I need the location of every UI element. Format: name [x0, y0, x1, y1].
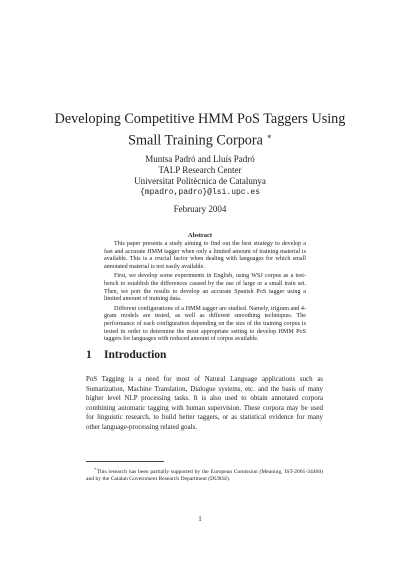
intro-paragraph: PoS Tagging is a need for most of Natural Language applications such as Sumarization, Machine Translation, Dialogue systems, etc. and the basis of many higher level NLP processing tasks. It is also used to obtain annotated corpora combining automatic tagging with human supervision. These corpora may be used for linguistic research, to build better taggers, or as statistical evidence for many other language-processing related goals. — [86, 376, 323, 431]
page-number: 1 — [198, 515, 202, 523]
footnote-marker: ∗ — [94, 466, 97, 471]
section-number: 1 — [86, 349, 92, 361]
intro-body — [86, 375, 323, 433]
abstract-heading: Abstract — [187, 232, 213, 239]
abstract-paragraph: This paper presents a study aiming to find out the best strategy to develop a fast and accurate HMM tagger when only a limited amount of training material is available. This is a crucial factor when dealing with languages for which small annotated material is not easily available. — [104, 241, 306, 270]
title-line-1: Developing Competitive HMM PoS Taggers Using — [54, 111, 346, 127]
footnote-text: This research has been partially supported by the European Comission (Meaning, IST-2001-34460) and by the Catalan Government Research Department (DURSI). — [86, 468, 323, 483]
affiliation-university: Universitat Politècnica de Catalunya — [134, 176, 266, 186]
abstract-body — [104, 241, 306, 346]
title-line-2-text: Small Training Corpora — [128, 132, 263, 149]
title-line-2 — [40, 128, 360, 150]
section-title: Introduction — [104, 349, 167, 361]
abstract-paragraph: First, we develop some experiments in English, using WSJ corpus as a test-bench to establish the differences caused by the use of large or a small train set. Then, we port the results to develop an accurate Spanish PoS tagger using a limited amount of training data. — [104, 273, 306, 303]
author-block — [40, 154, 360, 198]
title-footnote-marker: ∗ — [266, 132, 272, 141]
footnote-divider — [86, 461, 164, 462]
section-heading — [86, 349, 166, 361]
author-email: {mpadro,padro}@lsi.upc.es — [139, 188, 261, 197]
paper-date: February 2004 — [173, 204, 227, 214]
paper-title — [40, 110, 360, 150]
footnote — [86, 465, 323, 483]
affiliation-center: TALP Research Center — [158, 165, 242, 175]
author-names: Muntsa Padró and Lluís Padró — [145, 154, 255, 164]
abstract-paragraph: Different configurations of a HMM tagger are studied. Namely, trigram and 4-gram models are tested, as well as different smoothing techniques. The performance of each configuration depending on the size of the training corpus is tested in order to determine the most appropriate setting to develop HMM PoS taggers for languages with reduced amount of corpus available. — [104, 305, 306, 343]
